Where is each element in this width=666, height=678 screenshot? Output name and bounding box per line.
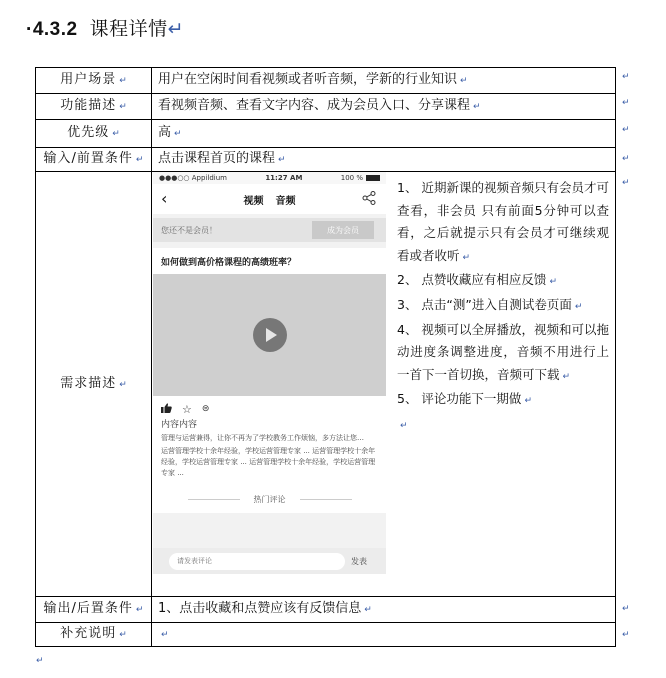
content-heading: 内容内容 [161,420,198,430]
requirement-list [397,177,609,438]
row-label: 输出/后置条件 ↵ [36,597,152,623]
course-title: 如何做到高价格课程的高绩班率？ [153,248,386,274]
row-label: 优先级 ↵ [36,120,152,148]
requirement-item: 1、 近期新课的视频音频只有会员才可查看，非会员 只有前面5分钟可以查看，之后就提示只有会员才可继续观看或者收听 ↵ [397,180,609,263]
share-icon[interactable] [362,191,376,208]
carrier-label: ●●●○○ Appildium [159,174,227,182]
paragraph-mark-icon: ↵ [36,656,44,666]
row-end-mark-icon: ↵ [622,72,630,82]
table-row [36,68,616,94]
tab-audio[interactable]: 音频 [275,195,296,207]
paragraph-mark-icon: ↵ [400,420,408,431]
row-value: 高 ↵ [152,120,616,148]
clock-label: 11:27 AM [265,174,303,182]
status-bar [153,172,386,184]
row-label: 补充说明 ↵ [36,623,152,647]
row-label: 用户场景 ↵ [36,68,152,94]
section-title: 课程详情 [89,18,168,40]
action-bar [153,396,386,419]
row-label: 功能描述 ↵ [36,94,152,120]
row-end-mark-icon: ↵ [622,630,630,640]
video-player[interactable] [153,274,386,396]
tab-video[interactable]: 视频 [243,195,264,207]
section-number: ·4.3.2 [26,19,78,40]
row-end-mark-icon: ↵ [622,604,630,614]
nav-bar [153,184,386,214]
row-value: 点击课程首页的课程 ↵ [152,148,616,172]
paragraph-mark-icon: ↵ [167,18,185,40]
table-row [36,94,616,120]
section-heading [26,14,184,41]
content-line: 运营管理学校十余年经验，学校运营管理专家 ... 运营管理学校十余年经验，学校运营管理专家 ... 运营管理学校十余年经验，学校运营管理专家 ... [161,447,376,477]
content-section [153,419,386,485]
thumbs-up-icon[interactable] [161,403,172,416]
row-value: 用户在空闲时间看视频或者听音频，学新的行业知识 ↵ [152,68,616,94]
comment-bar [153,548,386,574]
row-end-mark-icon: ↵ [622,178,630,188]
row-end-mark-icon: ↵ [622,98,630,108]
requirement-item: 2、 点赞收藏应有相应反馈 ↵ [397,272,557,288]
hot-comments-label: 热门评论 [253,494,286,504]
table-row [36,597,616,623]
member-notice: 您还不是会员！ [161,225,217,235]
row-value: 看视频音频、查看文字内容、成为会员入口、分享课程 ↵ [152,94,616,120]
table-row [36,623,616,647]
become-member-button[interactable]: 成为会员 [312,221,374,239]
play-icon[interactable] [253,318,287,352]
row-end-mark-icon: ↵ [622,154,630,164]
requirement-item: 3、 点击“测”进入自测试卷页面 ↵ [397,296,583,312]
table-row [36,120,616,148]
requirement-item: 5、 评论功能下一期做 ↵ [397,391,532,407]
phone-mockup [153,172,386,574]
hot-comments-divider [153,485,386,513]
back-chevron-icon[interactable]: ‹ [161,189,168,208]
row-value: ↵ [152,623,616,647]
test-icon[interactable]: ⊜ [201,404,210,414]
content-line: 管理与运营兼得，让你不再为了学校教务工作烦恼，多方法让您… [161,434,364,442]
star-icon[interactable]: ☆ [182,402,192,416]
send-button[interactable]: 发表 [351,556,367,566]
battery-label: 100 % [341,174,380,182]
row-end-mark-icon: ↵ [622,125,630,135]
requirement-item: 4、 视频可以全屏播放，视频和可以拖动进度条调整进度，音频不用进行上一首下一首切换，音频可下载 ↵ [397,321,609,382]
member-notice-bar [153,218,386,242]
row-label: 输入/前置条件 ↵ [36,148,152,172]
battery-icon [366,175,380,181]
comment-input[interactable] [169,553,345,570]
table-row [36,148,616,172]
row-label: 需求描述 ↵ [36,172,152,597]
row-value: 1、点击收藏和点赞应该有反馈信息 ↵ [152,597,616,623]
